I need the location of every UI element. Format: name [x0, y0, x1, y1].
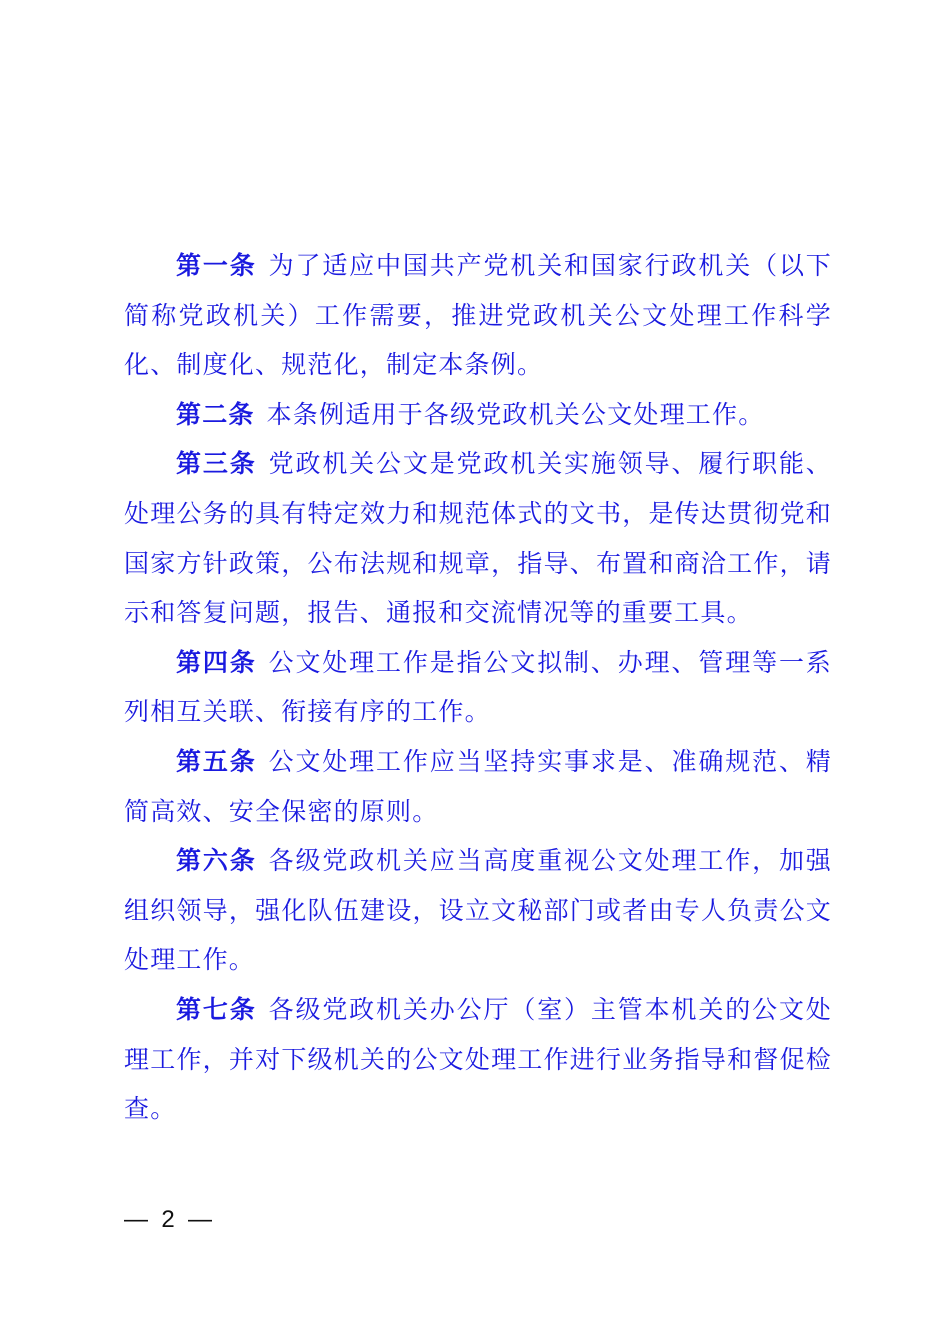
article-5 — [124, 737, 832, 836]
article-text: 党政机关公文是党政机关实施领导、履行职能、处理公务的具有特定效力和规范体式的文书，是传达贯彻党和国家方针政策，公布法规和规章，指导、布置和商洽工作，请示和答复问题，报告、通报和交流情况等的重要工具。 — [124, 449, 833, 628]
page-number: — 2 — — [124, 1206, 213, 1233]
article-text: 公文处理工作是指公文拟制、办理、管理等一系列相互关联、衔接有序的工作。 — [124, 647, 833, 727]
article-number: 第一条 — [176, 251, 257, 280]
article-text: 各级党政机关办公厅（室）主管本机关的公文处理工作，并对下级机关的公文处理工作进行业务指导和督促检查。 — [124, 994, 833, 1124]
article-number: 第六条 — [176, 846, 257, 876]
article-list — [124, 241, 832, 1134]
article-text: 各级党政机关应当高度重视公文处理工作，加强组织领导，强化队伍建设，设立文秘部门或者由专人负责公文处理工作。 — [124, 846, 833, 975]
article-text: 本条例适用于各级党政机关公文处理工作。 — [266, 399, 765, 429]
article-number: 第三条 — [176, 449, 257, 479]
article-number: 第七条 — [176, 994, 257, 1024]
article-6 — [124, 836, 832, 985]
article-text: 公文处理工作应当坚持实事求是、准确规范、精简高效、安全保密的原则。 — [124, 746, 833, 826]
article-number: 第五条 — [176, 746, 257, 776]
article-2 — [124, 390, 832, 440]
article-3 — [124, 439, 832, 637]
article-4 — [124, 638, 832, 737]
article-1 — [124, 241, 832, 390]
article-number: 第四条 — [176, 647, 257, 677]
article-text: 为了适应中国共产党机关和国家行政机关（以下简称党政机关）工作需要，推进党政机关公文处理工作科学化、制度化、规范化，制定本条例。 — [124, 251, 833, 380]
article-number: 第二条 — [176, 399, 255, 429]
article-7 — [124, 985, 832, 1134]
